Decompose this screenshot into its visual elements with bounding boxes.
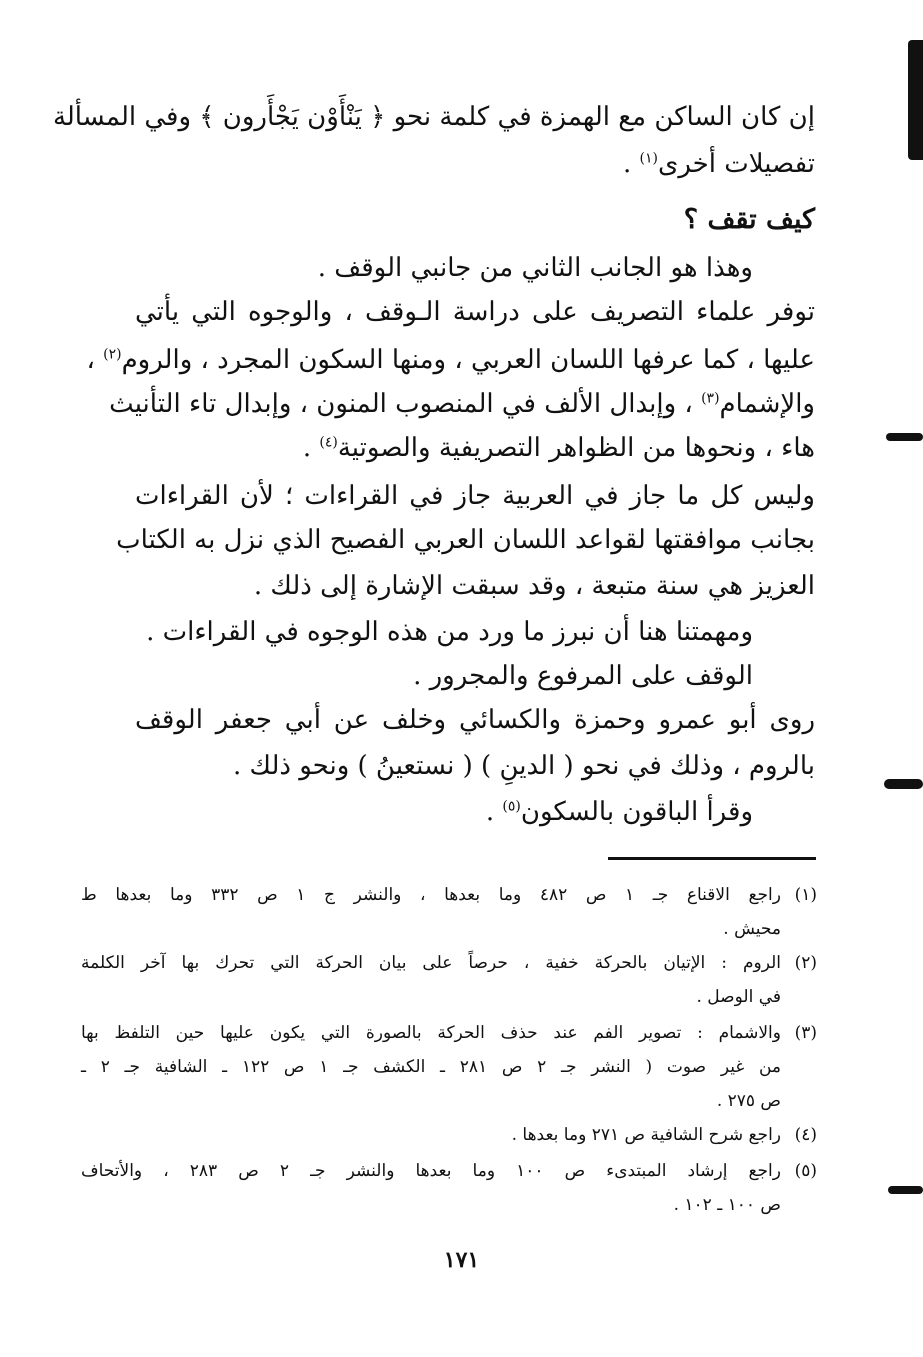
footnote-line: والاشمام : تصوير الفم عند حذف الحركة بالصورة التي يكون عليها حين التلفظ بها [81,1023,781,1043]
footnote-line: راجع الاقناع جـ ١ ص ٤٨٢ وما بعدها ، والنشر ج ١ ص ٣٣٢ وما بعدها ط [81,885,781,905]
body-line: تفصيلات أخرى$^{(١)}$ . [622,149,815,179]
body-line: وليس كل ما جاز في العربية جاز في القراءات ؛ لأن القراءات [135,481,815,511]
body-line: وقرأ الباقون بالسكون$^{(٥)}$ . [485,797,753,827]
body-line: وهذا هو الجانب الثاني من جانبي الوقف . [317,253,753,283]
scan-edge-mark [888,1186,923,1194]
body-line: إن كان الساكن مع الهمزة في كلمة نحو ﴿ يَنْأَوْن يَجْأَرون ﴾ وفي المسألة [52,102,815,132]
body-line: هاء ، ونحوها من الظواهر التصريفية والصوتية$^{(٤)}$ . [302,433,815,463]
footnote-number: (٢) [794,953,817,973]
body-line: العزيز هي سنة متبعة ، وقد سبقت الإشارة إلى ذلك . [253,571,815,601]
footnote-number: (٤) [794,1125,817,1145]
body-line: ومهمتنا هنا أن نبرز ما ورد من هذه الوجوه في القراءات . [146,617,753,647]
footnote-line: في الوصل . [696,987,781,1007]
scan-edge-mark [908,40,923,160]
footnote-line: الروم : الإتيان بالحركة خفية ، حرصاً على بيان الحركة التي تحرك بها آخر الكلمة [81,953,781,973]
footnote-number: (٣) [794,1023,817,1043]
footnote-ref: (١) [639,150,658,167]
body-line: بالروم ، وذلك في نحو ( الدينِ ) ( نستعينُ ) ونحو ذلك . [233,751,815,781]
subheading-line: الوقف على المرفوع والمجرور . [413,661,753,691]
footnote-line: راجع إرشاد المبتدىء ص ١٠٠ وما بعدها والنشر جـ ٢ ص ٢٨٣ ، والأتحاف [81,1161,781,1181]
body-line: والإشمام$^{(٣)}$ ، وإبدال الألف في المنصوب المنون ، وإبدال تاء التأنيث [109,389,815,419]
scan-edge-mark [884,779,923,789]
footnote-separator [608,857,816,860]
footnote-ref: (٣) [701,390,720,407]
body-line: بجانب موافقتها لقواعد اللسان العربي الفصيح الذي نزل به الكتاب [116,525,815,555]
footnote-line: محيش . [723,919,781,939]
footnote-line: من غير صوت ( النشر جـ ٢ ص ٢٨١ ـ الكشف جـ ١ ص ١٢٢ ـ الشافية جـ ٢ ـ [81,1057,781,1077]
footnote-line: ص ١٠٠ ـ ١٠٢ . [673,1195,781,1215]
footnote-ref: (٥) [502,798,521,815]
body-line: عليها ، كما عرفها اللسان العربي ، ومنها السكون المجرد ، والروم$^{(٢)}$ ، [86,345,815,375]
body-line: توفر علماء التصريف على دراسة الـوقف ، والوجوه التي يأتي [135,297,815,327]
body-line: روى أبو عمرو وحمزة والكسائي وخلف عن أبي جعفر الوقف [135,705,815,735]
section-heading: كيف تقف ؟ [683,204,815,235]
footnote-line: ص ٢٧٥ . [716,1091,781,1111]
scan-edge-mark [886,433,923,441]
footnote-number: (٥) [794,1161,817,1181]
footnote-line: راجع شرح الشافية ص ٢٧١ وما بعدها . [511,1125,781,1145]
footnote-number: (١) [794,885,817,905]
page-number: ١٧١ [443,1247,480,1273]
footnote-ref: (٢) [103,346,122,363]
footnote-ref: (٤) [319,434,338,451]
